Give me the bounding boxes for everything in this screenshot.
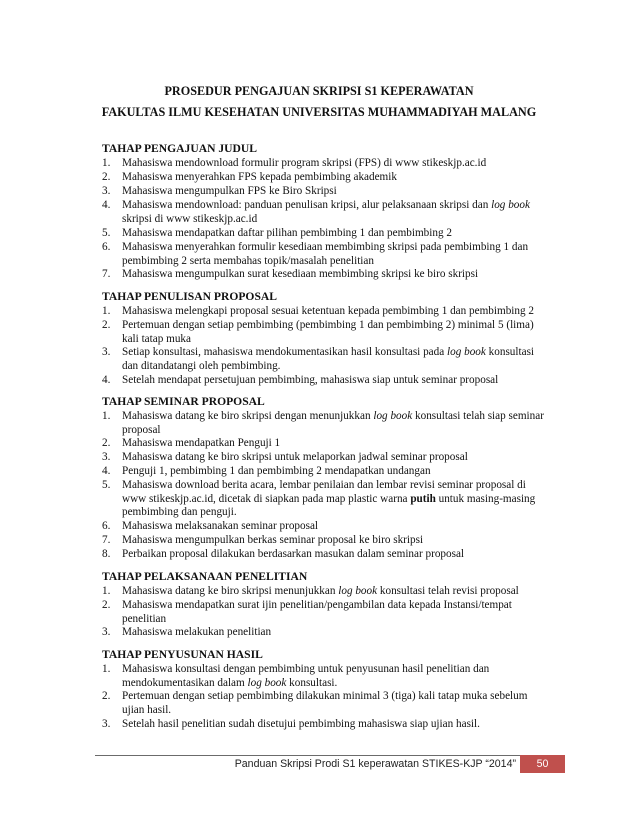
item-number: 2. (102, 319, 111, 331)
item-number: 8. (102, 548, 111, 560)
item-text: Setelah mendapat persetujuan pembimbing, mahasiswa siap untuk seminar proposal (122, 374, 499, 386)
item-number: 1. (102, 585, 111, 597)
item-number: 4. (102, 199, 111, 211)
item-text: Mahasiswa menyerahkan FPS kepada pembimbing akademik (122, 171, 397, 183)
item-number: 3. (102, 718, 111, 730)
item-text: Mahasiswa mendownload: panduan penulisan kripsi, alur pelaksanaan skripsi dan log book (122, 199, 530, 211)
item-text: Mahasiswa melaksanakan seminar proposal (122, 520, 319, 532)
item-number: 1. (102, 410, 111, 422)
item-text: Pertemuan dengan setiap pembimbing dilakukan minimal 3 (tiga) kali tatap muka sebelum (122, 690, 528, 702)
item-number: 6. (102, 241, 111, 253)
item-text: Setelah hasil penelitian sudah disetujui pembimbing mahasiswa siap ujian hasil. (122, 718, 480, 730)
item-text: Pertemuan dengan setiap pembimbing (pembimbing 1 dan pembimbing 2) minimal 5 (lima) (122, 319, 534, 331)
item-text-continuation: kali tatap muka (122, 332, 191, 345)
item-number: 1. (102, 305, 111, 317)
item-text: Mahasiswa datang ke biro skripsi dengan menunjukkan log book konsultasi telah siap seminar (122, 410, 544, 422)
page-number: 50 (536, 758, 549, 770)
item-number: 2. (102, 437, 111, 449)
footer-divider (95, 755, 565, 756)
item-text-continuation: ujian hasil. (122, 703, 172, 716)
section-heading-judul: TAHAP PENGAJUAN JUDUL (102, 142, 258, 155)
item-text: Mahasiswa mengumpulkan berkas seminar proposal ke biro skripsi (122, 534, 424, 546)
item-number: 3. (102, 185, 111, 197)
item-number: 5. (102, 227, 111, 239)
item-text-continuation: www stikeskjp.ac.id, dicetak di siapkan pada map plastic warna putih untuk masing-masing (122, 492, 536, 505)
item-number: 3. (102, 626, 111, 638)
item-text: Mahasiswa mengumpulkan surat kesediaan membimbing skripsi ke biro skripsi (122, 268, 479, 280)
item-text: Mahasiswa melakukan penelitian (122, 626, 272, 638)
section-heading-seminar: TAHAP SEMINAR PROPOSAL (102, 395, 265, 408)
item-number: 6. (102, 520, 111, 532)
item-number: 4. (102, 374, 111, 386)
section-heading-proposal: TAHAP PENULISAN PROPOSAL (102, 290, 277, 303)
item-text-continuation: penelitian (122, 612, 167, 625)
item-number: 2. (102, 171, 111, 183)
item-number: 1. (102, 663, 111, 675)
item-text-continuation: skripsi di www stikeskjp.ac.id (122, 212, 258, 225)
section-heading-hasil: TAHAP PENYUSUNAN HASIL (102, 648, 263, 661)
item-text: Mahasiswa mendownload formulir program skripsi (FPS) di www stikeskjp.ac.id (122, 157, 487, 169)
document-title-line-2: FAKULTAS ILMU KESEHATAN UNIVERSITAS MUHAMMADIYAH MALANG (101, 105, 537, 119)
item-text: Mahasiswa mendapatkan Penguji 1 (122, 437, 281, 449)
item-text: Setiap konsultasi, mahasiswa mendokumentasikan hasil konsultasi pada log book konsultasi (122, 346, 535, 358)
section-heading-penelitian: TAHAP PELAKSANAAN PENELITIAN (102, 570, 308, 583)
item-text: Perbaikan proposal dilakukan berdasarkan masukan dalam seminar proposal (122, 548, 465, 560)
item-text-continuation: mendokumentasikan dalam log book konsultasi. (122, 676, 338, 689)
item-number: 2. (102, 690, 111, 702)
item-number: 5. (102, 479, 111, 491)
item-text: Mahasiswa melengkapi proposal sesuai ketentuan kepada pembimbing 1 dan pembimbing 2 (122, 305, 534, 317)
item-number: 1. (102, 157, 111, 169)
item-text: Mahasiswa mengumpulkan FPS ke Biro Skripsi (122, 185, 337, 197)
item-text: Mahasiswa mendapatkan surat ijin penelitian/pengambilan data kepada Instansi/tempat (122, 599, 512, 611)
item-number: 4. (102, 465, 111, 477)
footer-text: Panduan Skripsi Prodi S1 keperawatan STIKES-KJP “2014” (234, 758, 516, 770)
item-number: 3. (102, 346, 111, 358)
item-text: Mahasiswa konsultasi dengan pembimbing untuk penyusunan hasil penelitian dan (122, 663, 490, 675)
item-text: Mahasiswa datang ke biro skripsi untuk melaporkan jadwal seminar proposal (122, 451, 468, 463)
item-number: 7. (102, 534, 111, 546)
item-text: Penguji 1, pembimbing 1 dan pembimbing 2 mendapatkan undangan (122, 465, 431, 477)
item-text-continuation: dan ditandatangi oleh pembimbing. (122, 359, 281, 372)
item-text-continuation: proposal (122, 423, 161, 436)
item-text: Mahasiswa datang ke biro skripsi menunjukkan log book konsultasi telah revisi proposal (122, 585, 519, 597)
page-number-box (520, 755, 565, 773)
item-text-continuation: pembimbing dan penguji. (122, 506, 237, 518)
item-number: 2. (102, 599, 111, 611)
item-text: Mahasiswa download berita acara, lembar penilaian dan lembar revisi seminar proposal di (122, 479, 526, 491)
item-text: Mahasiswa menyerahkan formulir kesediaan membimbing skripsi pada pembimbing 1 dan (122, 241, 529, 253)
item-number: 7. (102, 268, 111, 280)
item-text: Mahasiswa mendapatkan daftar pilihan pembimbing 1 dan pembimbing 2 (122, 227, 452, 239)
item-text-continuation: pembimbing 2 serta membahas topik/masalah penelitian (122, 254, 374, 267)
document-title-line-1: PROSEDUR PENGAJUAN SKRIPSI S1 KEPERAWATAN (164, 84, 474, 98)
item-number: 3. (102, 451, 111, 463)
